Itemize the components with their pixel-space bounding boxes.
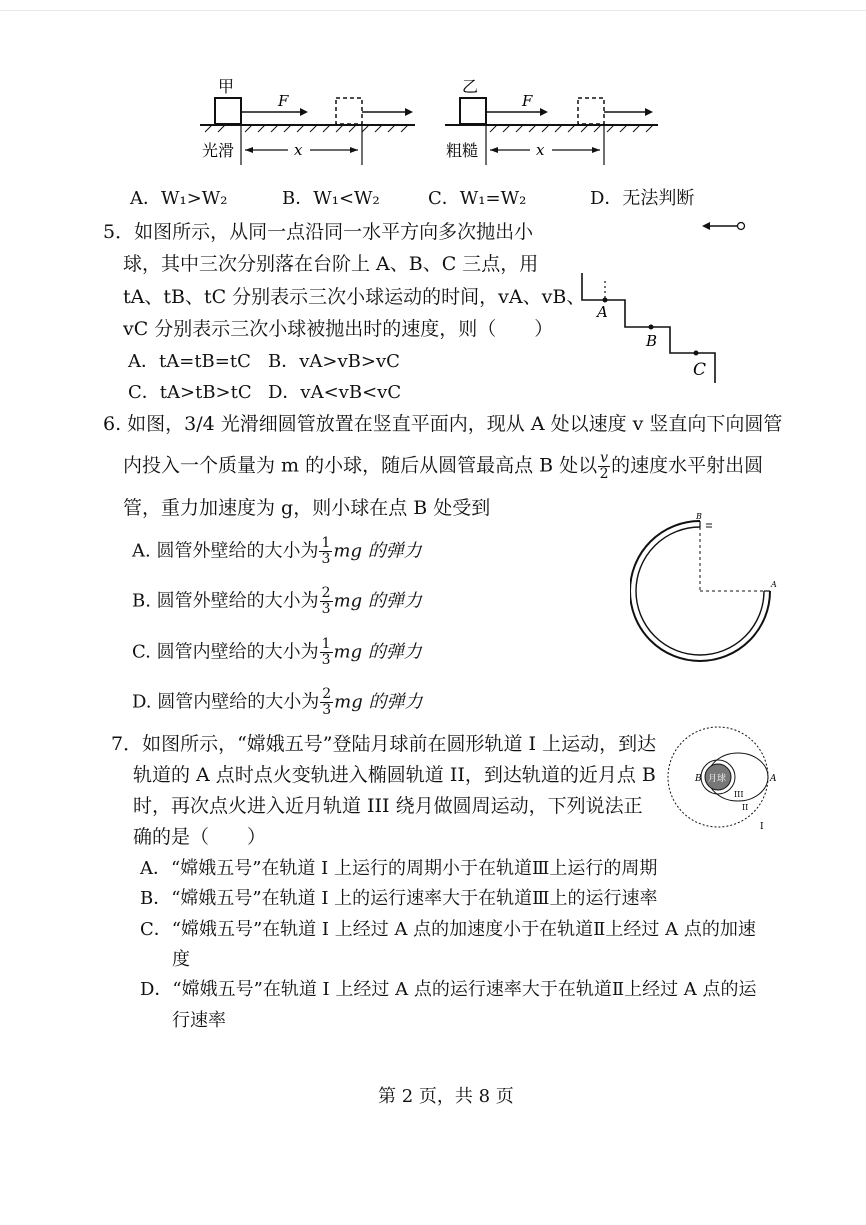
svg-text:光滑: 光滑 — [202, 141, 235, 160]
q7-line1: 7．如图所示，“嫦娥五号”登陆月球前在圆形轨道 I 上运动，到达 — [111, 733, 657, 755]
tube-figure — [630, 505, 780, 675]
svg-text:B: B — [696, 512, 702, 521]
q5-line2: 球，其中三次分别落在台阶上 A、B、C 三点，用 — [123, 253, 539, 275]
q7-line2: 轨道的 A 点时点火变轨进入椭圆轨道 II，到达轨道的近月点 B — [133, 764, 656, 786]
q6-option-b: B. 圆管外壁给的大小为 $\frac{2}{3}$ mg 的弹力 — [132, 585, 422, 617]
svg-text:III: III — [734, 790, 744, 799]
q5-option-a: A．tA=tB=tC — [128, 351, 251, 372]
q7-option-c1: C．“嫦娥五号”在轨道 I 上经过 A 点的加速度小于在轨道Ⅱ上经过 A 点的加速 — [140, 919, 756, 940]
q6-line1: 6. 如图，3/4 光滑细圆管放置在竖直平面内，现从 A 处以速度 v 竖直向下向圆管 — [103, 413, 783, 435]
orbit-figure — [660, 725, 780, 835]
svg-text:C: C — [693, 360, 707, 380]
svg-text:I: I — [760, 822, 764, 832]
q4-option-c: C．W₁=W₂ — [428, 188, 527, 209]
svg-text:II: II — [742, 803, 749, 812]
svg-text:粗糙: 粗糙 — [446, 141, 479, 160]
q7-option-c2: 度 — [172, 949, 190, 970]
q7-line4: 确的是（ ） — [133, 826, 267, 848]
svg-text:A: A — [770, 774, 777, 784]
q4-option-a: A．W₁>W₂ — [130, 188, 228, 209]
q5-line3: tA、tB、tC 分别表示三次小球运动的时间，vA、vB、 — [123, 286, 586, 308]
q5-option-c: C．tA>tB>tC — [128, 382, 252, 403]
q7-option-a: A．“嫦娥五号”在轨道 I 上运行的周期小于在轨道Ⅲ上运行的周期 — [140, 858, 658, 879]
q6-option-c: C. 圆管内壁给的大小为 $\frac{1}{3}$ mg 的弹力 — [132, 636, 422, 668]
svg-text:x: x — [294, 141, 303, 159]
left-block-label: 甲 — [218, 77, 235, 96]
q4-option-b: B．W₁<W₂ — [282, 188, 380, 209]
q5-option-b: B．vA>vB>vC — [268, 351, 400, 372]
q7-option-d2: 行速率 — [172, 1010, 226, 1031]
work-figure — [190, 70, 670, 170]
q6-line3: 管，重力加速度为 g，则小球在点 B 处受到 — [123, 497, 491, 519]
q5-option-d: D．vA<vB<vC — [268, 382, 402, 403]
q6-option-a: A. 圆管外壁给的大小为 $\frac{1}{3}$ mg 的弹力 — [132, 535, 422, 567]
page-edge — [0, 10, 866, 11]
page-footer: 第 2 页，共 8 页 — [378, 1086, 514, 1107]
svg-text:B: B — [695, 774, 702, 784]
q5-line1: 5．如图所示，从同一点沿同一水平方向多次抛出小 — [103, 221, 534, 243]
svg-text:F: F — [278, 92, 289, 110]
svg-text:A: A — [597, 303, 608, 321]
svg-text:月球: 月球 — [708, 774, 727, 784]
q7-option-d1: D．“嫦娥五号”在轨道 I 上经过 A 点的运行速率大于在轨道Ⅱ上经过 A 点的运 — [140, 979, 757, 1000]
q6-option-d: D. 圆管内壁给的大小为 $\frac{2}{3}$ mg 的弹力 — [132, 686, 423, 718]
svg-text:A: A — [771, 580, 777, 589]
svg-text:x: x — [536, 141, 545, 159]
q7-line3: 时，再次点火进入近月轨道 III 绕月做圆周运动，下列说法正 — [133, 795, 643, 817]
arrow-mark-icon — [700, 218, 748, 234]
svg-text:B: B — [646, 332, 658, 350]
q6-line2: 内投入一个质量为 m 的小球，随后从圆管最高点 B 处以 $\frac{v}{2}$ 的速度水平射出圆 — [123, 450, 764, 482]
svg-text:F: F — [522, 92, 533, 110]
q7-option-b: B．“嫦娥五号”在轨道 I 上的运行速率大于在轨道Ⅲ上的运行速率 — [140, 888, 658, 909]
q5-line4: vC 分别表示三次小球被抛出时的速度，则（ ） — [123, 318, 554, 340]
staircase-figure — [570, 265, 750, 390]
q4-option-d: D．无法判断 — [590, 188, 695, 209]
right-block-label: 乙 — [462, 77, 479, 96]
